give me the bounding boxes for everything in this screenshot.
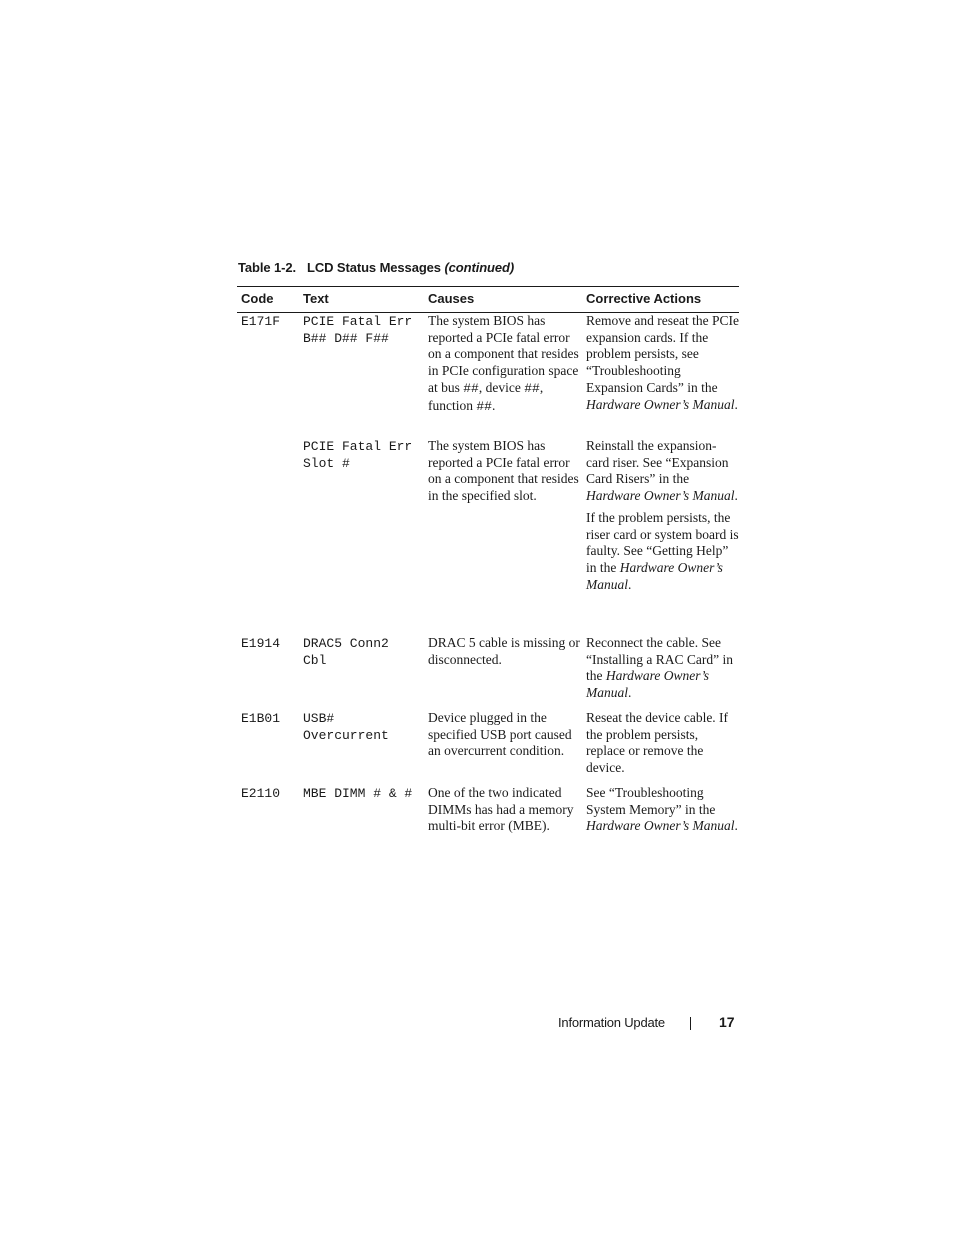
placeholder-code: ## xyxy=(524,380,540,396)
cell-text: Remove and reseat the PCIe expansion cards. If the problem persists, see “Troubleshooting Expansion Cards” in the xyxy=(586,313,739,395)
header-text: Text xyxy=(303,291,329,306)
action-paragraph xyxy=(586,313,739,413)
cell-text: , device xyxy=(478,379,525,395)
page-number: 17 xyxy=(719,1014,735,1030)
causes-cell xyxy=(428,785,583,835)
action-paragraph xyxy=(586,438,739,505)
placeholder-code: ## xyxy=(476,398,492,414)
footer-separator xyxy=(690,1017,691,1030)
action-paragraph xyxy=(586,710,739,777)
actions-cell xyxy=(586,785,739,835)
causes-cell xyxy=(428,438,583,505)
cell-text: The system BIOS has reported a PCIe fatal error on a component that resides in the specified slot. xyxy=(428,438,579,504)
cell-text: . xyxy=(628,576,632,592)
manual-title: Hardware Owner’s Manual xyxy=(586,488,735,504)
header-causes: Causes xyxy=(428,291,475,306)
actions-cell xyxy=(586,710,739,777)
causes-cell xyxy=(428,313,583,415)
code-cell: E171F xyxy=(241,314,281,329)
lcd-status-table xyxy=(237,286,739,834)
cell-text: . xyxy=(628,685,632,701)
manual-title: Hardware Owner’s Manual xyxy=(586,818,735,834)
footer-title: Information Update xyxy=(558,1015,665,1030)
header-corrective-actions: Corrective Actions xyxy=(586,291,702,306)
action-paragraph xyxy=(586,510,739,594)
cell-text: Reconnect the cable. See “Installing a RAC Card” in the xyxy=(586,635,733,684)
text-cell: PCIE Fatal Err Slot # xyxy=(303,439,413,471)
cell-text: . xyxy=(734,818,738,834)
action-paragraph xyxy=(586,635,739,702)
manual-title: Hardware Owner’s Manual xyxy=(586,559,723,592)
cell-text: . xyxy=(491,397,496,413)
table-header-row xyxy=(237,286,739,313)
cell-text: If the problem persists, the riser card or system board is faulty. See “Getting Help” in the xyxy=(586,509,739,575)
cell-text: . xyxy=(734,396,738,412)
cell-text: The system BIOS has reported a PCIe fatal error on a component that resides in PCIe configuration space at bus xyxy=(428,313,579,395)
text-cell: PCIE Fatal Err B## D## F## xyxy=(303,314,413,346)
placeholder-code: ## xyxy=(463,380,479,396)
causes-cell xyxy=(428,635,583,668)
table-number: Table 1-2. xyxy=(238,260,297,275)
cell-text: , function xyxy=(428,379,544,413)
table-title: LCD Status Messages xyxy=(307,260,441,275)
cell-text: Reseat the device cable. If the problem persists, replace or remove the device. xyxy=(586,710,729,776)
code-cell: E1B01 xyxy=(241,711,281,726)
cell-text: DRAC 5 cable is missing or disconnected. xyxy=(428,635,580,667)
text-cell: USB# Overcurrent xyxy=(303,711,389,743)
code-cell: E2110 xyxy=(241,786,281,801)
table-caption xyxy=(238,260,514,275)
actions-cell xyxy=(586,635,739,702)
actions-cell xyxy=(586,438,739,593)
cell-text: Reinstall the expansion-card riser. See “Expansion Card Risers” in the xyxy=(586,438,729,487)
text-cell: DRAC5 Conn2 Cbl xyxy=(303,636,389,668)
action-paragraph xyxy=(586,785,739,835)
cell-text: See “Troubleshooting System Memory” in the xyxy=(586,785,716,817)
actions-cell xyxy=(586,313,739,413)
text-cell: MBE DIMM # & # xyxy=(303,786,413,801)
header-code: Code xyxy=(241,291,274,306)
manual-title: Hardware Owner’s Manual xyxy=(586,668,710,701)
cell-text: Device plugged in the specified USB port caused an overcurrent condition. xyxy=(428,710,572,759)
table-continued: (continued) xyxy=(444,260,515,275)
cell-text: . xyxy=(734,488,738,504)
causes-cell xyxy=(428,710,583,760)
manual-title: Hardware Owner’s Manual xyxy=(586,396,735,412)
code-cell: E1914 xyxy=(241,636,281,651)
cell-text: One of the two indicated DIMMs has had a memory multi-bit error (MBE). xyxy=(428,785,574,834)
